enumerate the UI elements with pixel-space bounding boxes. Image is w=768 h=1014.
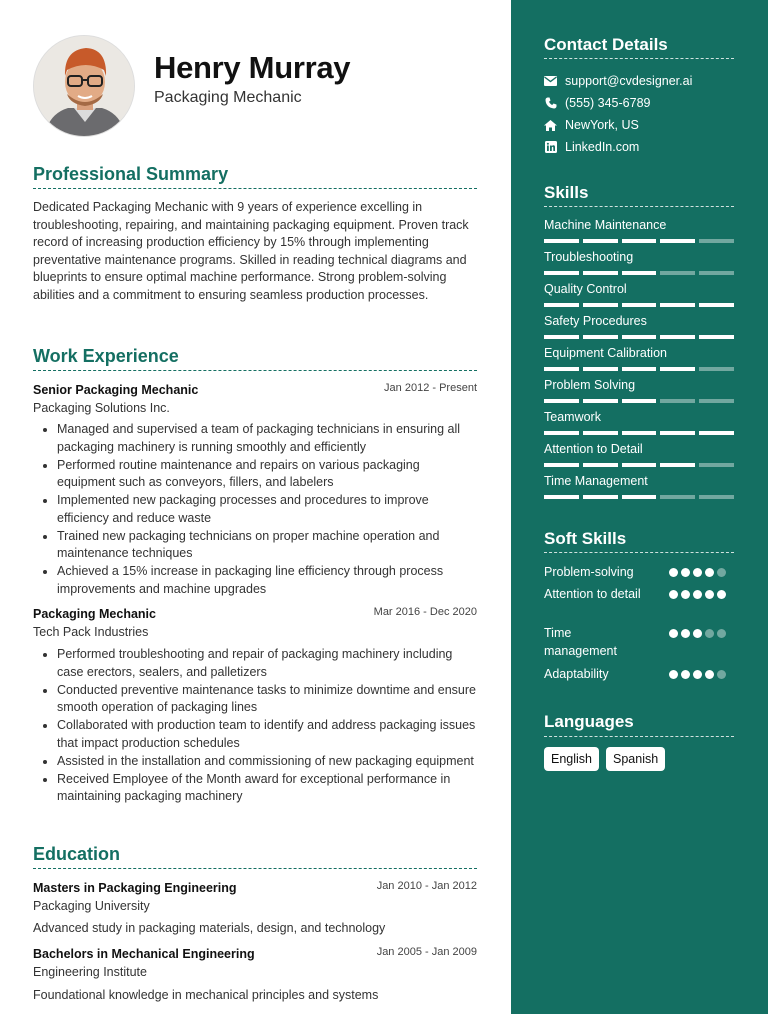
skill-level-bar bbox=[544, 239, 734, 243]
skill-level-bar bbox=[544, 335, 734, 339]
location-text: NewYork, US bbox=[565, 118, 639, 132]
skill-level-segment bbox=[544, 463, 579, 467]
list-item: Trained new packaging technicians on proper machine operation and maintenance techniques bbox=[57, 528, 479, 563]
skill-level-segment bbox=[583, 367, 618, 371]
avatar bbox=[33, 35, 135, 137]
rating-dot bbox=[705, 629, 714, 638]
edu-1-date: Jan 2010 - Jan 2012 bbox=[376, 880, 477, 892]
skill-level-bar bbox=[544, 463, 734, 467]
skill-level-segment bbox=[544, 399, 579, 403]
skill-level-bar bbox=[544, 495, 734, 499]
list-item: Performed routine maintenance and repairs on various packaging equipment such as conveyors, fillers, and labelers bbox=[57, 457, 479, 492]
job-2-date: Mar 2016 - Dec 2020 bbox=[373, 606, 477, 618]
skill-level-bar bbox=[544, 303, 734, 307]
list-item: Managed and supervised a team of packaging technicians in ensuring all packaging machinery is running smoothly and efficiently bbox=[57, 421, 479, 456]
linkedin-text: LinkedIn.com bbox=[565, 140, 640, 154]
contact-linkedin[interactable] bbox=[544, 140, 639, 154]
rating-dot bbox=[681, 568, 690, 577]
phone-text: (555) 345-6789 bbox=[565, 96, 651, 110]
phone-icon bbox=[544, 97, 557, 110]
languages-heading: Languages bbox=[544, 712, 634, 731]
soft-skill-rating bbox=[669, 629, 726, 638]
rating-dot bbox=[693, 568, 702, 577]
soft-skill-name: Attention to detail bbox=[544, 587, 641, 601]
contact-location bbox=[544, 118, 639, 132]
skill-level-segment bbox=[544, 239, 579, 243]
soft-skill-name: Time management bbox=[544, 626, 617, 658]
skill-level-segment bbox=[583, 399, 618, 403]
edu-2-date: Jan 2005 - Jan 2009 bbox=[376, 946, 477, 958]
skill-level-segment bbox=[622, 335, 657, 339]
skill-level-segment bbox=[660, 303, 695, 307]
job-title: Packaging Mechanic bbox=[154, 89, 302, 106]
experience-divider bbox=[33, 370, 477, 371]
skill-level-segment bbox=[544, 367, 579, 371]
rating-dot bbox=[705, 670, 714, 679]
rating-dot bbox=[717, 629, 726, 638]
skill-level-segment bbox=[583, 463, 618, 467]
skill-level-bar bbox=[544, 367, 734, 371]
skill-level-segment bbox=[660, 335, 695, 339]
rating-dot bbox=[717, 568, 726, 577]
skill-level-segment bbox=[699, 335, 734, 339]
job-2-company: Tech Pack Industries bbox=[33, 625, 149, 639]
skill-level-segment bbox=[622, 367, 657, 371]
skill-name: Time Management bbox=[544, 474, 648, 488]
job-1-bullets bbox=[57, 421, 479, 599]
skill-level-segment bbox=[583, 431, 618, 435]
skill-name: Equipment Calibration bbox=[544, 346, 667, 360]
list-item: Performed troubleshooting and repair of packaging machinery including case erectors, sealers, and palletizers bbox=[57, 646, 479, 681]
skill-level-segment bbox=[622, 303, 657, 307]
list-item: Implemented new packaging processes and procedures to improve efficiency and reduce waste bbox=[57, 492, 479, 527]
soft-skill-name: Adaptability bbox=[544, 667, 609, 681]
skill-level-segment bbox=[622, 399, 657, 403]
skill-name: Troubleshooting bbox=[544, 250, 634, 264]
languages-divider bbox=[544, 736, 734, 737]
summary-divider bbox=[33, 188, 477, 189]
rating-dot bbox=[705, 568, 714, 577]
skill-level-segment bbox=[699, 239, 734, 243]
job-1-company: Packaging Solutions Inc. bbox=[33, 401, 170, 415]
skill-level-segment bbox=[699, 431, 734, 435]
list-item: Assisted in the installation and commissioning of new packaging equipment bbox=[57, 753, 479, 771]
summary-heading: Professional Summary bbox=[33, 164, 229, 184]
soft-skill-name: Problem-solving bbox=[544, 565, 634, 579]
skill-level-segment bbox=[660, 463, 695, 467]
edu-1-school: Packaging University bbox=[33, 899, 150, 913]
rating-dot bbox=[705, 590, 714, 599]
edu-2-desc: Foundational knowledge in mechanical principles and systems bbox=[33, 988, 379, 1002]
skill-name: Safety Procedures bbox=[544, 314, 647, 328]
skill-level-segment bbox=[583, 495, 618, 499]
education-heading: Education bbox=[33, 844, 121, 864]
skill-level-segment bbox=[660, 271, 695, 275]
rating-dot bbox=[717, 590, 726, 599]
skill-name: Attention to Detail bbox=[544, 442, 643, 456]
job-2-title: Packaging Mechanic bbox=[33, 607, 156, 621]
soft-skills-heading: Soft Skills bbox=[544, 529, 627, 548]
edu-2-school: Engineering Institute bbox=[33, 965, 147, 979]
edu-1-desc: Advanced study in packaging materials, design, and technology bbox=[33, 921, 386, 935]
skill-name: Quality Control bbox=[544, 282, 627, 296]
skill-level-segment bbox=[622, 463, 657, 467]
skill-level-segment bbox=[544, 271, 579, 275]
skill-level-segment bbox=[699, 495, 734, 499]
envelope-icon bbox=[544, 75, 557, 88]
job-2-bullets bbox=[57, 646, 479, 806]
list-item: Received Employee of the Month award for exceptional performance in maintaining packaging machinery bbox=[57, 771, 479, 806]
skill-name: Problem Solving bbox=[544, 378, 636, 392]
skill-level-segment bbox=[583, 239, 618, 243]
soft-skill-rating bbox=[669, 670, 726, 679]
skill-level-bar bbox=[544, 431, 734, 435]
skill-level-segment bbox=[622, 431, 657, 435]
rating-dot bbox=[717, 670, 726, 679]
rating-dot bbox=[681, 670, 690, 679]
skill-name: Teamwork bbox=[544, 410, 601, 424]
rating-dot bbox=[693, 590, 702, 599]
rating-dot bbox=[669, 629, 678, 638]
rating-dot bbox=[669, 670, 678, 679]
skill-level-segment bbox=[660, 495, 695, 499]
job-1-title: Senior Packaging Mechanic bbox=[33, 383, 199, 397]
edu-1-degree: Masters in Packaging Engineering bbox=[33, 881, 237, 895]
skill-level-segment bbox=[622, 271, 657, 275]
rating-dot bbox=[693, 629, 702, 638]
list-item: Collaborated with production team to identify and address packaging issues that impact production schedules bbox=[57, 717, 479, 752]
linkedin-icon bbox=[544, 141, 557, 154]
skill-level-segment bbox=[660, 399, 695, 403]
home-icon bbox=[544, 119, 557, 132]
experience-heading: Work Experience bbox=[33, 346, 179, 366]
contact-heading: Contact Details bbox=[544, 35, 668, 54]
education-divider bbox=[33, 868, 477, 869]
skill-level-segment bbox=[699, 463, 734, 467]
skill-level-segment bbox=[660, 367, 695, 371]
soft-skill-rating bbox=[669, 568, 726, 577]
skills-heading: Skills bbox=[544, 183, 589, 202]
list-item: Conducted preventive maintenance tasks to minimize downtime and ensure smooth operation of packaging lines bbox=[57, 682, 479, 717]
skill-level-segment bbox=[544, 495, 579, 499]
soft-skill-rating bbox=[669, 590, 726, 599]
rating-dot bbox=[669, 568, 678, 577]
candidate-name: Henry Murray bbox=[154, 50, 351, 85]
skill-level-segment bbox=[699, 271, 734, 275]
language-tag: Spanish bbox=[606, 747, 665, 771]
edu-2-degree: Bachelors in Mechanical Engineering bbox=[33, 947, 255, 961]
skill-level-segment bbox=[622, 239, 657, 243]
skill-level-segment bbox=[622, 495, 657, 499]
job-1-date: Jan 2012 - Present bbox=[384, 382, 477, 394]
rating-dot bbox=[669, 590, 678, 599]
skill-level-segment bbox=[699, 399, 734, 403]
contact-email[interactable] bbox=[544, 74, 692, 88]
skill-level-segment bbox=[660, 431, 695, 435]
skill-level-segment bbox=[544, 335, 579, 339]
rating-dot bbox=[681, 590, 690, 599]
skill-level-segment bbox=[699, 303, 734, 307]
contact-divider bbox=[544, 58, 734, 59]
skill-level-segment bbox=[699, 367, 734, 371]
rating-dot bbox=[693, 670, 702, 679]
skill-level-segment bbox=[583, 303, 618, 307]
skill-level-segment bbox=[544, 303, 579, 307]
skill-name: Machine Maintenance bbox=[544, 218, 667, 232]
language-tag: English bbox=[544, 747, 599, 771]
email-text: support@cvdesigner.ai bbox=[565, 74, 693, 88]
skill-level-segment bbox=[544, 431, 579, 435]
soft-skills-divider bbox=[544, 552, 734, 553]
skill-level-segment bbox=[583, 335, 618, 339]
contact-phone[interactable] bbox=[544, 96, 650, 110]
skills-divider bbox=[544, 206, 734, 207]
rating-dot bbox=[681, 629, 690, 638]
skill-level-bar bbox=[544, 399, 734, 403]
list-item: Achieved a 15% increase in packaging line efficiency through process improvements and machine upgrades bbox=[57, 563, 479, 598]
skill-level-segment bbox=[660, 239, 695, 243]
skill-level-bar bbox=[544, 271, 734, 275]
summary-text: Dedicated Packaging Mechanic with 9 years of experience excelling in troubleshooting, repairing, and maintaining packaging equipment. Proven track record of increasing production efficiency by 15% through implementing preventative maintenance programs. Skilled in reading technical diagrams and blueprints to ensure optimal machine performance. Strong problem-solving abilities and a commitment to ensuring seamless production processes. bbox=[33, 200, 469, 302]
skill-level-segment bbox=[583, 271, 618, 275]
